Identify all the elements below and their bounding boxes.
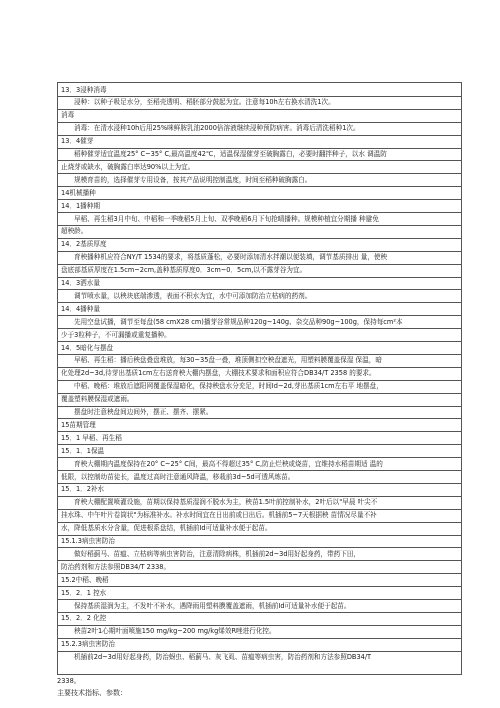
section-caption: 主要技术指标、参数： bbox=[57, 689, 127, 697]
row-divider bbox=[58, 341, 462, 342]
paragraph-continuation: 盘底部基质厚度在1.5cm~2cm,盖种基质厚度0．3cm~0．5cm,以不露芽谷为宜。 bbox=[61, 266, 307, 275]
paragraph-line: 保持基质湿润为主，不发叶不补水，遇降雨用塑料膜覆盖遮雨，机插前Id可适量补水便于起苗。 bbox=[74, 601, 351, 610]
row-divider bbox=[58, 122, 462, 123]
paragraph-continuation: 超秧龄。 bbox=[61, 227, 88, 236]
paragraph-continuation: 低限，以控制幼苗徒长，温度过高时注意通风降温，移栽前3d~5d可透风炼苗。 bbox=[61, 472, 295, 481]
section-heading: 14机械播种 bbox=[61, 188, 96, 197]
row-divider bbox=[58, 160, 462, 161]
paragraph-line: 机插前2d~3d用好起身药，防治蚜虫、稻蓟马、灰飞虱、苗瘟等病虫害，防治药剂和方法参照DB34/T bbox=[74, 653, 372, 662]
row-divider bbox=[58, 199, 462, 200]
row-divider bbox=[58, 173, 462, 174]
section-heading: 14．3洒水量 bbox=[61, 279, 100, 287]
row-divider bbox=[58, 444, 462, 445]
section-heading: 13．3浸种消毒 bbox=[61, 85, 107, 94]
row-divider bbox=[58, 547, 462, 548]
section-heading: 15．1．2补水 bbox=[61, 485, 105, 494]
row-divider bbox=[58, 599, 462, 600]
paragraph-line: 早稻、再生稻3月中旬、中稻和一季晚稻5月上旬、双季晚稻6月下旬抢晴播种。规模种植宜分期播 种避免 bbox=[74, 214, 379, 223]
section-heading: 15．1 早稻、再生稻 bbox=[61, 433, 122, 442]
paragraph-continuation: 化处理2d~3d,待芽出基质1cm左右送育秧大棚内摆盘，大棚技术要求和面积应符合DB34/T 2358 的要求。 bbox=[61, 369, 376, 378]
paragraph-line: 早稻、再生稻：播后秧盘叠盘堆放，每30~35盘一叠，堆顶侧扣空秧盘遮光，用塑料膜覆盖保湿 保温，暗 bbox=[74, 356, 382, 365]
section-heading: 15.1.3病虫害防治 bbox=[61, 537, 115, 545]
section-heading: 15苗期管理 bbox=[61, 420, 96, 429]
section-heading: 14．4播种量 bbox=[61, 304, 100, 313]
paragraph-line: 育秧播种机应符合NY/T 1534的要求，将基质蓬松，必要时添加清水拌潮以便装填，调节基质排出 量，使秧 bbox=[74, 253, 388, 262]
section-heading: 15．2．2 化控 bbox=[61, 614, 107, 623]
row-divider bbox=[58, 625, 462, 626]
paragraph-line: 浸种：以种子吸足水分，至稻壳透明、稻胚部分鼓起为宜。注意每10h左右换水清洗1次。 bbox=[74, 98, 335, 107]
section-heading: 15．1．1保温 bbox=[61, 446, 105, 455]
row-divider bbox=[58, 393, 462, 394]
row-divider bbox=[58, 109, 462, 110]
paragraph-line: 稻种催芽适宜温度25° C~35° C,最高温度42℃，适温保湿催芽至破胸露白，必要时翻拌种子，以水 调温防 bbox=[74, 150, 387, 158]
section-heading: 15.2.3病虫害防治 bbox=[61, 640, 115, 649]
row-divider bbox=[58, 354, 462, 355]
row-divider bbox=[58, 612, 462, 613]
row-divider bbox=[58, 289, 462, 290]
paragraph-continuation: 少于3粒种子，不可漏播或重复播种。 bbox=[61, 330, 171, 339]
row-divider bbox=[58, 328, 462, 329]
paragraph-continuation: 覆盖塑料膜保湿或遮雨。 bbox=[61, 395, 134, 404]
row-divider bbox=[58, 238, 462, 239]
row-divider bbox=[58, 483, 462, 484]
row-divider bbox=[58, 264, 462, 265]
row-divider bbox=[58, 638, 462, 639]
paragraph-continuation: 挂水珠、中午叶片卷筒状"为标准补水。补水时间宜在日出前或日出后。机插前5~7天根据秧 苗情况尽量不补 bbox=[61, 511, 377, 520]
paragraph-line: 中稻、晚稻：堆放后遮阳网覆盖保湿暗化，保持秧盘水分充足，时间Id~2d,芽出基质1cm左右平 地摆盘， bbox=[74, 382, 383, 391]
paragraph-line: 先用空盘试播，调节至每盘(58 cmX28 cm)播芽谷常规品种120g~140g、杂交品种90g~100g，保持每cm²本 bbox=[74, 317, 403, 326]
row-divider bbox=[58, 380, 462, 381]
row-divider bbox=[58, 522, 462, 523]
row-divider bbox=[58, 651, 462, 652]
paragraph-line: 做好稻蓟马、苗瘟、立枯病等病虫害防治，注意清除病株，机插前2d~3d用好起身药，带药下田， bbox=[74, 549, 361, 558]
section-heading: 14．5暗化与摆盘 bbox=[61, 343, 114, 352]
section-heading: 14．2基质厚度 bbox=[61, 240, 107, 249]
section-heading: 14．1播种期 bbox=[61, 201, 100, 210]
section-heading: 15.2中稻、晚稻 bbox=[61, 575, 109, 584]
row-divider bbox=[58, 457, 462, 458]
row-divider bbox=[58, 225, 462, 226]
row-divider bbox=[58, 431, 462, 432]
row-divider bbox=[58, 586, 462, 587]
overflow-line: 2338。 bbox=[57, 677, 81, 685]
section-heading: 15．2．1 控水 bbox=[61, 588, 107, 597]
paragraph-continuation: 水，降低基质水分含量，促进根系盘结，机插前Id可适量补水便于起苗。 bbox=[61, 524, 272, 533]
row-divider bbox=[58, 535, 462, 536]
paragraph-continuation: 止烧芽或缺水，破胸露白率达90%以上为宜。 bbox=[61, 162, 195, 171]
paragraph-line: 秧苗2叶1心期叶面喷施150 mg/kg~200 mg/kg烯效R唑进行化控。 bbox=[74, 627, 276, 636]
row-divider bbox=[58, 560, 462, 561]
row-divider bbox=[58, 418, 462, 419]
row-divider bbox=[58, 496, 462, 497]
section-heading: 13．4催芽 bbox=[61, 137, 94, 146]
paragraph-line: 规模育苗的，选择催芽专用设备，按其产品说明控制温度，时间至稻种破胸露白。 bbox=[74, 175, 312, 184]
row-divider bbox=[58, 315, 462, 316]
paragraph-line: 调节喷水量，以秧块底端渗透，表面不积水为宜，水中可添加防治立枯病的药剂。 bbox=[74, 291, 312, 300]
row-divider bbox=[58, 277, 462, 278]
paragraph-line: 育秧大棚期内温度保持在20° C~25° C间，最高不得超过35° C,防止烂秧或烧苗，宜维持水稻苗期适 温的 bbox=[74, 459, 383, 468]
row-divider bbox=[58, 96, 462, 97]
row-divider bbox=[58, 509, 462, 510]
row-divider bbox=[58, 186, 462, 187]
row-divider bbox=[58, 573, 462, 574]
section-heading: 消毒 bbox=[61, 111, 75, 120]
row-divider bbox=[58, 470, 462, 471]
row-divider bbox=[58, 302, 462, 303]
row-divider bbox=[58, 406, 462, 407]
paragraph-line: 育秧大棚配置喷灌设施，苗期以保持基质湿润不脱水为主，秧苗1.5叶前控制补水，2叶后以"早晨 叶尖不 bbox=[74, 498, 378, 507]
content-table-frame bbox=[57, 82, 462, 675]
paragraph-continuation: 防治药剂和方法参照DB34/T 2338。 bbox=[61, 562, 171, 571]
paragraph-line: 消毒：在清水浸种10h后用25%咪鲜胺乳油2000倍溶液继续浸种预防病害。消毒后清洗稻种1次。 bbox=[74, 124, 360, 133]
row-divider bbox=[58, 367, 462, 368]
row-divider bbox=[58, 135, 462, 136]
row-divider bbox=[58, 251, 462, 252]
row-divider bbox=[58, 212, 462, 213]
paragraph-line: 摆盘时注意秧盘间边间外，摆正、摆齐、摆紧。 bbox=[74, 408, 213, 416]
row-divider bbox=[58, 148, 462, 149]
